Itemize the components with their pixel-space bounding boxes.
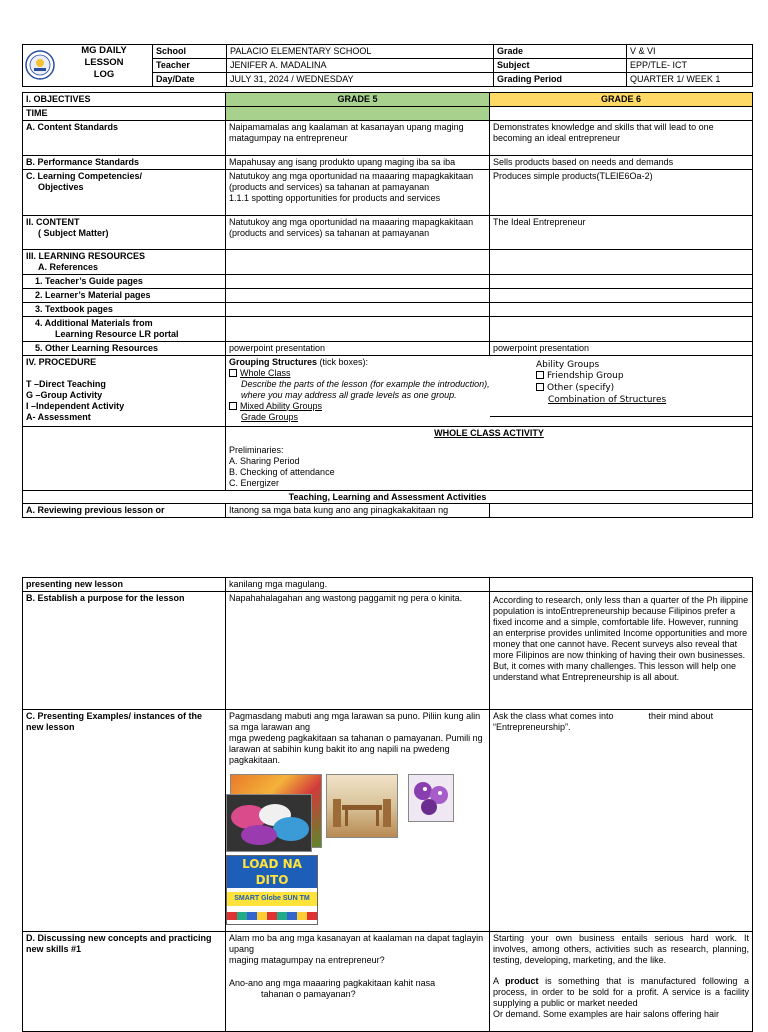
- ability-groups-label: Ability Groups: [536, 359, 600, 370]
- procedure-label: IV. PROCEDURE T –Direct Teaching G –Group Activity I –Independent Activity A- Assessment: [23, 355, 226, 426]
- dessert-photo: [408, 774, 454, 822]
- tla-heading: Teaching, Learning and Assessment Activities: [23, 490, 753, 504]
- grading-period-label: Grading Period: [494, 72, 627, 86]
- teacher-value: JENIFER A. MADALINA: [227, 58, 494, 72]
- competencies-grade5: Natutukoy ang mga oportunidad na maaaring mapagkakitaan (products and services) sa tahanan at pamayanan 1.1.1 spotting opportunities for products and services: [226, 169, 490, 215]
- grading-period-value: QUARTER 1/ WEEK 1: [627, 72, 753, 86]
- content-standards-label: A. Content Standards: [23, 120, 226, 155]
- friendship-group-checkbox[interactable]: [536, 371, 544, 379]
- combination-label: Combination of Structures: [548, 394, 667, 405]
- discussing-concepts-grade6: Starting your own business entails serious hard work. It involves, among others, activities such as research, planning, testing, developing, marketing, and the like. A product is something that is manufactured following a process, in order to be sold for a profit. A service is a facility supplying a public or market needed Or demand. Some examples are hair salons offering hair: [490, 931, 753, 1031]
- lesson-table-page2: [22, 577, 753, 1032]
- establish-purpose-grade5: Napahahalagahan ang wastong paggamit ng pera o kinita.: [226, 591, 490, 709]
- reviewing-label: A. Reviewing previous lesson or: [23, 504, 226, 518]
- competencies-label: C. Learning Competencies/ Objectives: [23, 169, 226, 215]
- content-label: II. CONTENT ( Subject Matter): [23, 215, 226, 249]
- grouping-structures: Grouping Structures (tick boxes): Whole Class Describe the parts of the lesson (for example the introduction), where you may address all grade levels as one group. Mixed Ability Groups Grade Groups Ability Groups Friendship Group Other (specify) Combination of Structures: [226, 355, 753, 426]
- content-standards-grade6: Demonstrates knowledge and skills that will lead to one becoming an ideal entrepreneur: [490, 120, 753, 155]
- header-table: [22, 44, 753, 87]
- performance-standards-grade6: Sells products based on needs and demands: [490, 155, 753, 169]
- time-grade6: [490, 106, 753, 120]
- discussing-concepts-label: D. Discussing new concepts and practicing new skills #1: [23, 931, 226, 1031]
- header-logo-cell: [23, 45, 153, 87]
- competencies-grade6: Produces simple products(TLEIE6Oa-2): [490, 169, 753, 215]
- date-value: JULY 31, 2024 / WEDNESDAY: [227, 72, 494, 86]
- content-grade6: The Ideal Entrepreneur: [490, 215, 753, 249]
- whole-class-description: Describe the parts of the lesson (for example the introduction),: [241, 378, 490, 389]
- other-resources-grade6: powerpoint presentation: [490, 341, 753, 355]
- grade5-heading: GRADE 5: [226, 93, 490, 107]
- establish-purpose-label: B. Establish a purpose for the lesson: [23, 591, 226, 709]
- reviewing-grade5: Itanong sa mga bata kung ano ang pinagkakakitaan ng: [226, 504, 490, 518]
- teachers-guide-label: 1. Teacher’s Guide pages: [23, 274, 226, 288]
- lesson-table-page1: [22, 92, 753, 518]
- learning-resources-label: III. LEARNING RESOURCES A. References: [23, 249, 226, 274]
- content-standards-grade5: Naipamamalas ang kaalaman at kasanayan upang maging matagumpay na entrepreneur: [226, 120, 490, 155]
- date-label: Day/Date: [153, 72, 227, 86]
- grade6-heading: GRADE 6: [490, 93, 753, 107]
- time-grade5: [226, 106, 490, 120]
- performance-standards-label: B. Performance Standards: [23, 155, 226, 169]
- load-sign-title: LOAD NA DITO: [227, 856, 317, 888]
- textbook-label: 3. Textbook pages: [23, 302, 226, 316]
- presenting-new-lesson-label: presenting new lesson: [23, 578, 226, 592]
- subject-label: Subject: [494, 58, 627, 72]
- mixed-ability-label: Mixed Ability Groups: [240, 400, 323, 411]
- mixed-ability-checkbox[interactable]: [229, 402, 237, 410]
- header-title-line: LOG: [93, 68, 115, 80]
- learners-material-label: 2. Learner’s Material pages: [23, 288, 226, 302]
- grade-value: V & VI: [627, 45, 753, 59]
- presenting-examples-grade6: Ask the class what comes into their mind about “Entrepreneurship”.: [490, 709, 753, 931]
- header-title-line: MG DAILY: [81, 45, 127, 56]
- whole-class-checkbox[interactable]: [229, 369, 237, 377]
- content-grade5: Natutukoy ang mga oportunidad na maaaring mapagkakitaan (products and services) sa tahanan at pamayanan: [226, 215, 490, 249]
- other-checkbox[interactable]: [536, 383, 544, 391]
- whole-class-label: Whole Class: [240, 367, 291, 378]
- presenting-examples-grade5: Pagmasdang mabuti ang mga larawan sa puno. Piliin kung alin sa mga larawan ang mga pwedeng pagkakitaan sa tahanan o pamayanan. Pumili ng larawan at sabihin kung bakit ito ang napili na pwedeng pagkakitaan. LOAD NA DITO SMART Globe SUN TM: [226, 709, 490, 931]
- grade-label: Grade: [494, 45, 627, 59]
- furniture-photo: [326, 774, 398, 838]
- time-label: TIME: [23, 106, 226, 120]
- load-na-dito-sign: [226, 855, 318, 925]
- additional-materials-label: 4. Additional Materials from Learning Resource LR portal: [23, 316, 226, 341]
- load-sign-networks: SMART Globe SUN TM: [227, 892, 317, 906]
- deped-seal-icon: [25, 50, 55, 80]
- other-resources-label: 5. Other Learning Resources: [23, 341, 226, 355]
- objectives-heading: I. OBJECTIVES: [23, 93, 226, 107]
- preliminary-item: C. Energizer: [229, 477, 280, 488]
- header-title-line: LESSON: [84, 56, 124, 68]
- other-resources-grade5: powerpoint presentation: [226, 341, 490, 355]
- whole-class-activity-heading: WHOLE CLASS ACTIVITY: [434, 427, 544, 438]
- presenting-examples-label: C. Presenting Examples/ instances of the new lesson: [23, 709, 226, 931]
- establish-purpose-grade6: According to research, only less than a quarter of the Ph ilippine population is intoEntrepreneurship because Filipinos prefer a fixed income and a simple, comfortable life. However, running an enterprise provides unlimited Income opportunities and more money that one cannot have. Recent surveys also reveal that more Filipinos are now thinking of having their own businesses. But, it comes with many challenges. This lesson will help one understand what Entrepreneurship is all about.: [490, 591, 753, 709]
- teacher-label: Teacher: [153, 58, 227, 72]
- preliminary-item: A. Sharing Period: [229, 455, 300, 466]
- grade-groups-label: Grade Groups: [241, 411, 299, 422]
- preliminary-item: B. Checking of attendance: [229, 466, 335, 477]
- performance-standards-grade5: Mapahusay ang isang produkto upang maging iba sa iba: [226, 155, 490, 169]
- whole-class-activity: WHOLE CLASS ACTIVITY Preliminaries: A. Sharing Period B. Checking of attendance C. Energizer: [226, 426, 753, 490]
- school-value: PALACIO ELEMENTARY SCHOOL: [227, 45, 494, 59]
- discussing-concepts-grade5: Alam mo ba ang mga kasanayan at kaalaman na dapat taglayin upang maging matagumpay na entrepreneur? Ano-ano ang mga maaaring pagkakitaan kahit nasa tahanan o pamayanan?: [226, 931, 490, 1031]
- hats-photo: [226, 794, 312, 852]
- presenting-new-lesson-grade5: kanilang mga magulang.: [226, 578, 490, 592]
- grouping-title: Grouping Structures: [229, 356, 318, 367]
- subject-value: EPP/TLE- ICT: [627, 58, 753, 72]
- school-label: School: [153, 45, 227, 59]
